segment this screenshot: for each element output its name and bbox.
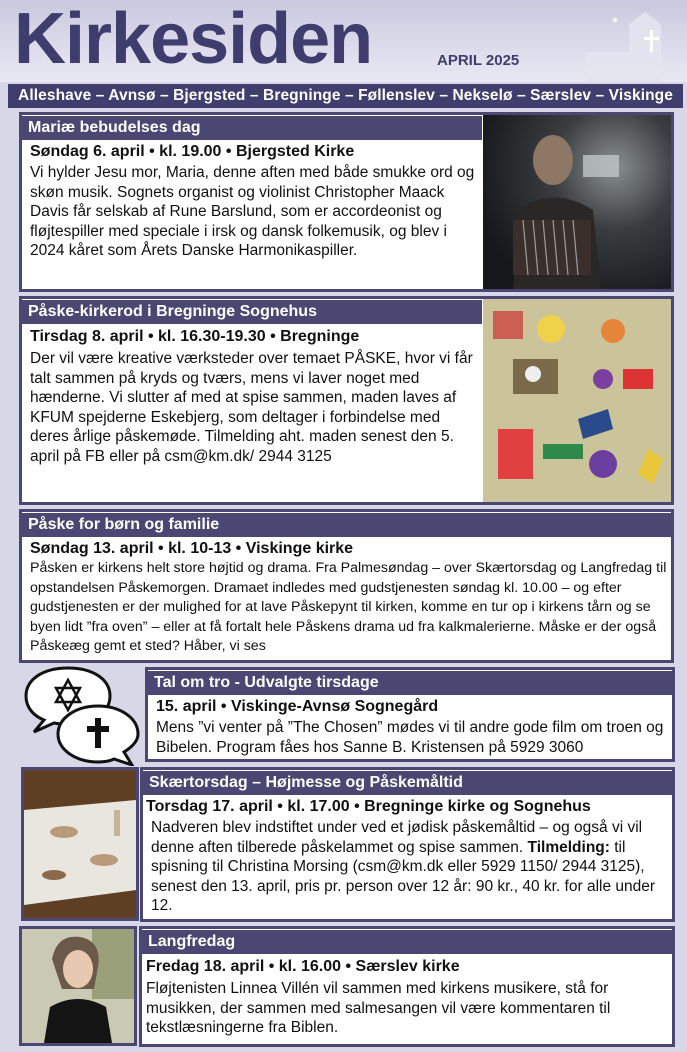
registration-label: Tilmelding: [527, 838, 610, 856]
event-description: Påsken er kirkens helt store højtid og drama. Fra Palmesøndag – over Skærtorsdag og Langfredag til opstandelsen Påskemorgen. Dramaet indledes med gudstjenesten søndag kl. 10.00 – og efter gudstjenesten er der mulighed for at lave Påskepynt til kirken, komme en tur op i kirkens tårn og se byen lidt ”fra oven” – eller at få fortalt hele Påskens drama ud fra kalkmalerierne. Måske er der også Påskeæg gemt et sted? Håber, vi ses [30, 560, 667, 655]
event-date-line: 15. april • Viskinge-Avnsø Sognegård [156, 698, 439, 715]
event-heading: Skærtorsdag – Højmesse og Påskemåltid [143, 771, 672, 795]
event-card-tal-om-tro [145, 667, 675, 762]
event-description: Der vil være kreative værksteder over temaet PÅSKE, hvor vi får talt sammen på kryds og tværs, mens vi laver noget med hænderne. Vi slutter af med at spise sammen, maden laves af KFUM spejderne Eskebjerg, som deltager i forbindelse med deres årlige påskemøde. Tilmelding aht. maden senest den 5. april på FB eller på csm@km.dk/ 2944 3125 [30, 350, 473, 465]
event-date-line: Søndag 13. april • kl. 10-13 • Viskinge kirke [30, 540, 354, 557]
event-heading: Påske-kirkerod i Bregninge Sognehus [22, 300, 482, 324]
accordion-player-photo [483, 115, 671, 289]
event-heading: Påske for børn og familie [22, 513, 671, 537]
description-text-continued: til spisning til Christina Morsing (csm@km.dk eller 5929 1150/ 2944 3125), senest den 13. april, pris pr. person over 12 år: 90 kr., 40 kr. for alle under 12. [151, 838, 656, 915]
event-card-paaske-boern [19, 509, 674, 663]
event-description: Mens ”vi venter på ”The Chosen” mødes vi til andre gode film om troen og Bibelen. Program fåes hos Sanne B. Kristensen på 5929 3060 [156, 719, 664, 756]
church-icon [579, 8, 679, 82]
event-date-line: Torsdag 17. april • kl. 17.00 • Bregninge kirke og Sognehus [146, 798, 591, 815]
crafts-table-photo [483, 299, 671, 502]
issue-date: APRIL 2025 [437, 52, 520, 69]
event-description: Vi hylder Jesu mor, Maria, denne aften med både smukke ord og skøn musik. Sognets organist og violinist Christopher Maack Davis får selskab af Rune Barslund, som er accordeonist og fløjtespiller med speciale i irsk og dansk folkemusik, og blev i 2024 kåret som Årets Danske Harmonikaspiller. [30, 164, 475, 260]
event-card-skaertorsdag [140, 767, 675, 922]
flutist-portrait-photo [19, 926, 137, 1046]
event-date-line: Søndag 6. april • kl. 19.00 • Bjergsted Kirke [30, 143, 355, 160]
event-date-line: Tirsdag 8. april • kl. 16.30-19.30 • Bregninge [30, 328, 360, 345]
event-description: Fløjtenisten Linnea Villén vil sammen med kirkens musikere, stå for musikken, der sammen med salmesangen vil være kommentaren til tekstlæsningerne fra Biblen. [146, 980, 611, 1037]
description-text: Nadveren blev indstiftet under ved et jødisk påskemåltid – og også vi vil denne aften tilberede påskelammet og spise sammen. [151, 819, 643, 856]
cross-icon [58, 706, 138, 765]
event-date-line: Fredag 18. april • kl. 16.00 • Særslev kirke [146, 958, 460, 975]
event-heading: Mariæ bebudelses dag [22, 116, 482, 140]
masthead [0, 0, 687, 82]
star-and-cross-speech-bubbles [20, 666, 144, 766]
event-card-maria [19, 112, 674, 292]
event-description [151, 818, 671, 916]
event-heading: Tal om tro - Udvalgte tirsdage [148, 671, 672, 695]
event-card-langfredag [139, 926, 675, 1047]
newsletter-title: Kirkesiden [14, 0, 373, 79]
parish-list-bar: Alleshave – Avnsø – Bjergsted – Bregninge – Føllenslev – Nekselø – Særslev – Viskinge [8, 84, 683, 108]
event-heading: Langfredag [142, 930, 672, 954]
event-card-paaske-kirkerod [19, 296, 674, 505]
dinner-table-photo [21, 767, 139, 921]
